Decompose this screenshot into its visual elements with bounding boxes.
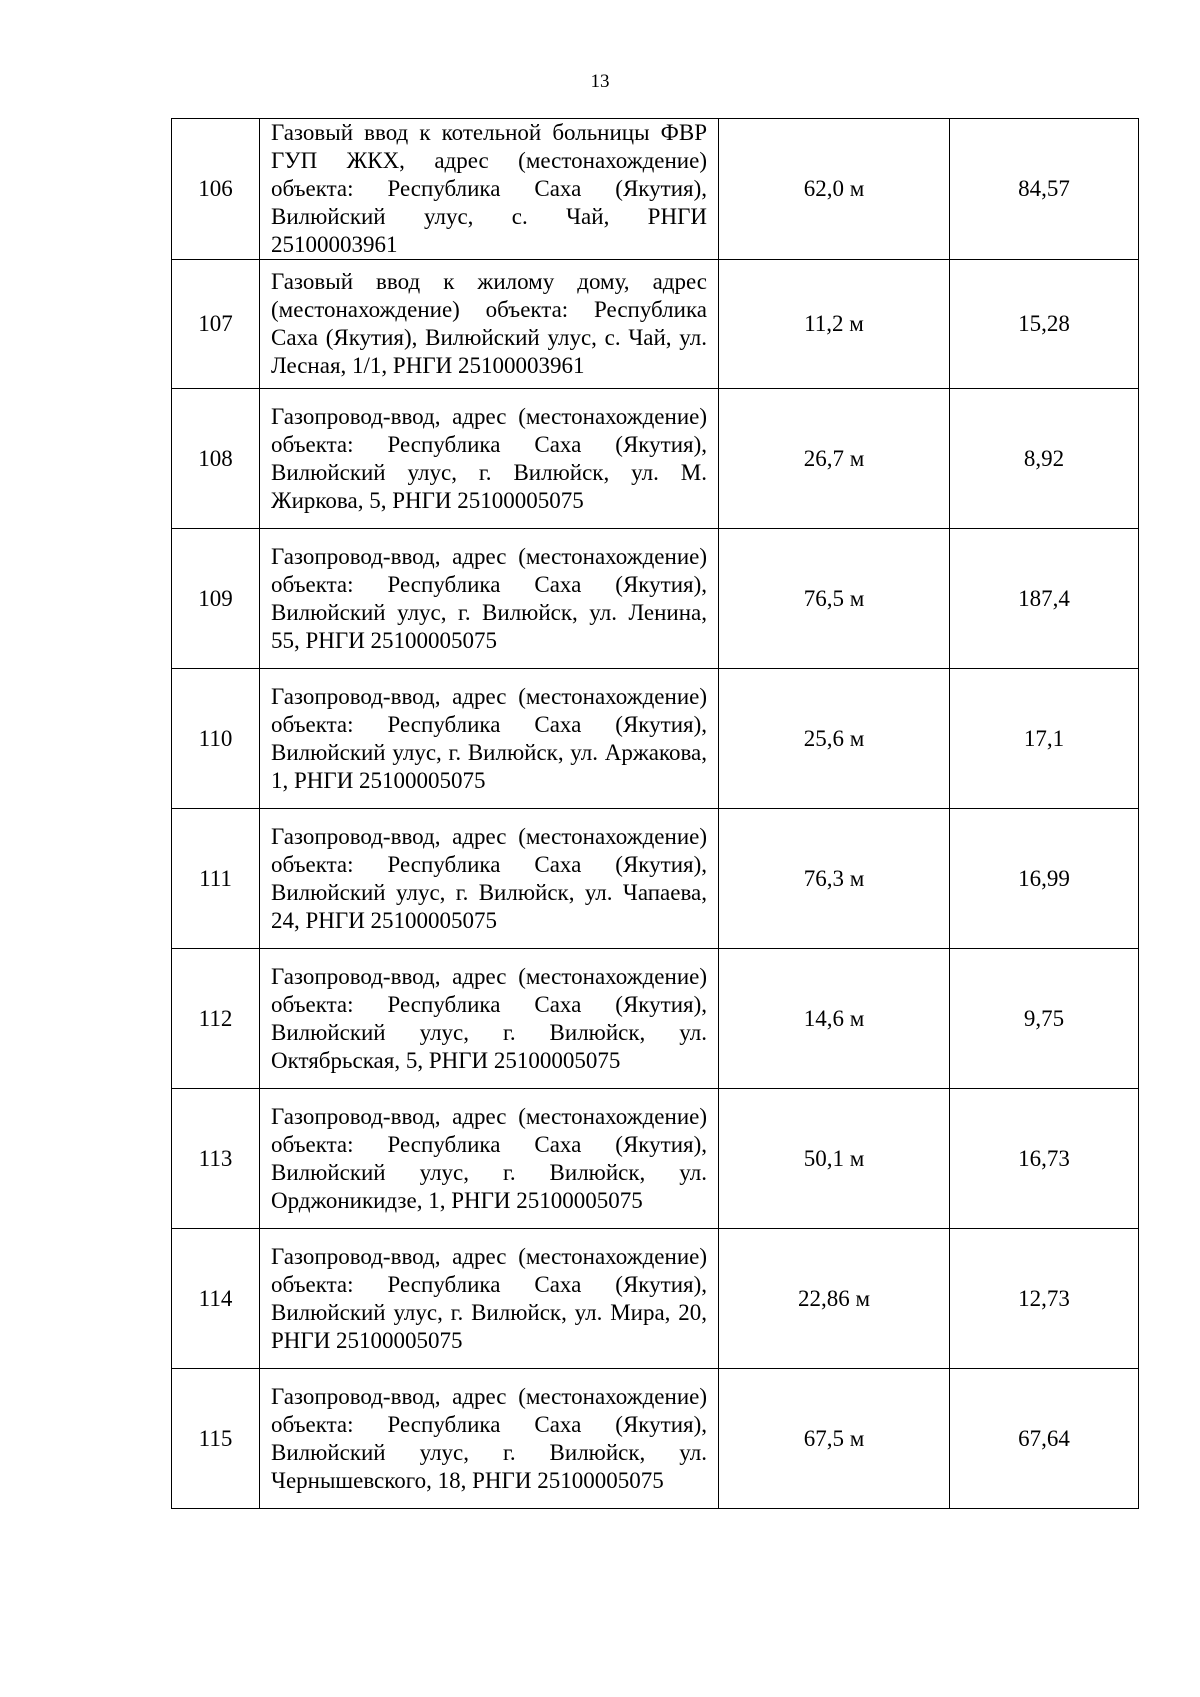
object-length: 67,5 м — [719, 1369, 950, 1509]
row-number: 109 — [172, 529, 260, 669]
object-description: Газопровод-ввод, адрес (местонахождение) объекта: Республика Саха (Якутия), Вилюйский улус, г. Вилюйск, ул. Чапаева, 24, РНГИ 25100005075 — [260, 809, 719, 949]
object-description: Газовый ввод к котельной больницы ФВР ГУП ЖКХ, адрес (местонахождение) объекта: Республика Саха (Якутия), Вилюйский улус, с. Чай, РНГИ 25100003961 — [260, 119, 719, 260]
object-value: 15,28 — [950, 260, 1139, 389]
property-table — [171, 118, 1139, 1509]
object-value: 8,92 — [950, 389, 1139, 529]
table-row — [172, 1089, 1139, 1229]
row-number: 106 — [172, 119, 260, 260]
object-value: 16,73 — [950, 1089, 1139, 1229]
row-number: 115 — [172, 1369, 260, 1509]
object-value: 16,99 — [950, 809, 1139, 949]
object-length: 26,7 м — [719, 389, 950, 529]
table-row — [172, 1369, 1139, 1509]
object-length: 25,6 м — [719, 669, 950, 809]
object-value: 12,73 — [950, 1229, 1139, 1369]
object-description: Газопровод-ввод, адрес (местонахождение) объекта: Республика Саха (Якутия), Вилюйский улус, г. Вилюйск, ул. Чернышевского, 18, РНГИ 25100005075 — [260, 1369, 719, 1509]
table-row — [172, 949, 1139, 1089]
object-value: 17,1 — [950, 669, 1139, 809]
table-row — [172, 1229, 1139, 1369]
object-description: Газопровод-ввод, адрес (местонахождение) объекта: Республика Саха (Якутия), Вилюйский улус, г. Вилюйск, ул. Ленина, 55, РНГИ 25100005075 — [260, 529, 719, 669]
row-number: 113 — [172, 1089, 260, 1229]
object-length: 22,86 м — [719, 1229, 950, 1369]
row-number: 110 — [172, 669, 260, 809]
object-length: 76,5 м — [719, 529, 950, 669]
row-number: 108 — [172, 389, 260, 529]
object-length: 11,2 м — [719, 260, 950, 389]
table-row — [172, 809, 1139, 949]
page-number: 13 — [590, 71, 610, 92]
object-value: 9,75 — [950, 949, 1139, 1089]
object-description: Газовый ввод к жилому дому, адрес (местонахождение) объекта: Республика Саха (Якутия), Вилюйский улус, с. Чай, ул. Лесная, 1/1, РНГИ 25100003961 — [260, 260, 719, 389]
object-description: Газопровод-ввод, адрес (местонахождение) объекта: Республика Саха (Якутия), Вилюйский улус, г. Вилюйск, ул. Мира, 20, РНГИ 25100005075 — [260, 1229, 719, 1369]
row-number: 111 — [172, 809, 260, 949]
table-row — [172, 119, 1139, 260]
row-number: 114 — [172, 1229, 260, 1369]
row-number: 107 — [172, 260, 260, 389]
table-row — [172, 260, 1139, 389]
object-description: Газопровод-ввод, адрес (местонахождение) объекта: Республика Саха (Якутия), Вилюйский улус, г. Вилюйск, ул. Аржакова, 1, РНГИ 25100005075 — [260, 669, 719, 809]
object-value: 67,64 — [950, 1369, 1139, 1509]
object-description: Газопровод-ввод, адрес (местонахождение) объекта: Республика Саха (Якутия), Вилюйский улус, г. Вилюйск, ул. М. Жиркова, 5, РНГИ 25100005075 — [260, 389, 719, 529]
object-length: 62,0 м — [719, 119, 950, 260]
object-length: 50,1 м — [719, 1089, 950, 1229]
object-description: Газопровод-ввод, адрес (местонахождение) объекта: Республика Саха (Якутия), Вилюйский улус, г. Вилюйск, ул. Октябрьская, 5, РНГИ 25100005075 — [260, 949, 719, 1089]
object-value: 187,4 — [950, 529, 1139, 669]
table-row — [172, 389, 1139, 529]
object-value: 84,57 — [950, 119, 1139, 260]
table-row — [172, 669, 1139, 809]
object-length: 14,6 м — [719, 949, 950, 1089]
object-description: Газопровод-ввод, адрес (местонахождение) объекта: Республика Саха (Якутия), Вилюйский улус, г. Вилюйск, ул. Орджоникидзе, 1, РНГИ 25100005075 — [260, 1089, 719, 1229]
row-number: 112 — [172, 949, 260, 1089]
object-length: 76,3 м — [719, 809, 950, 949]
table-row — [172, 529, 1139, 669]
